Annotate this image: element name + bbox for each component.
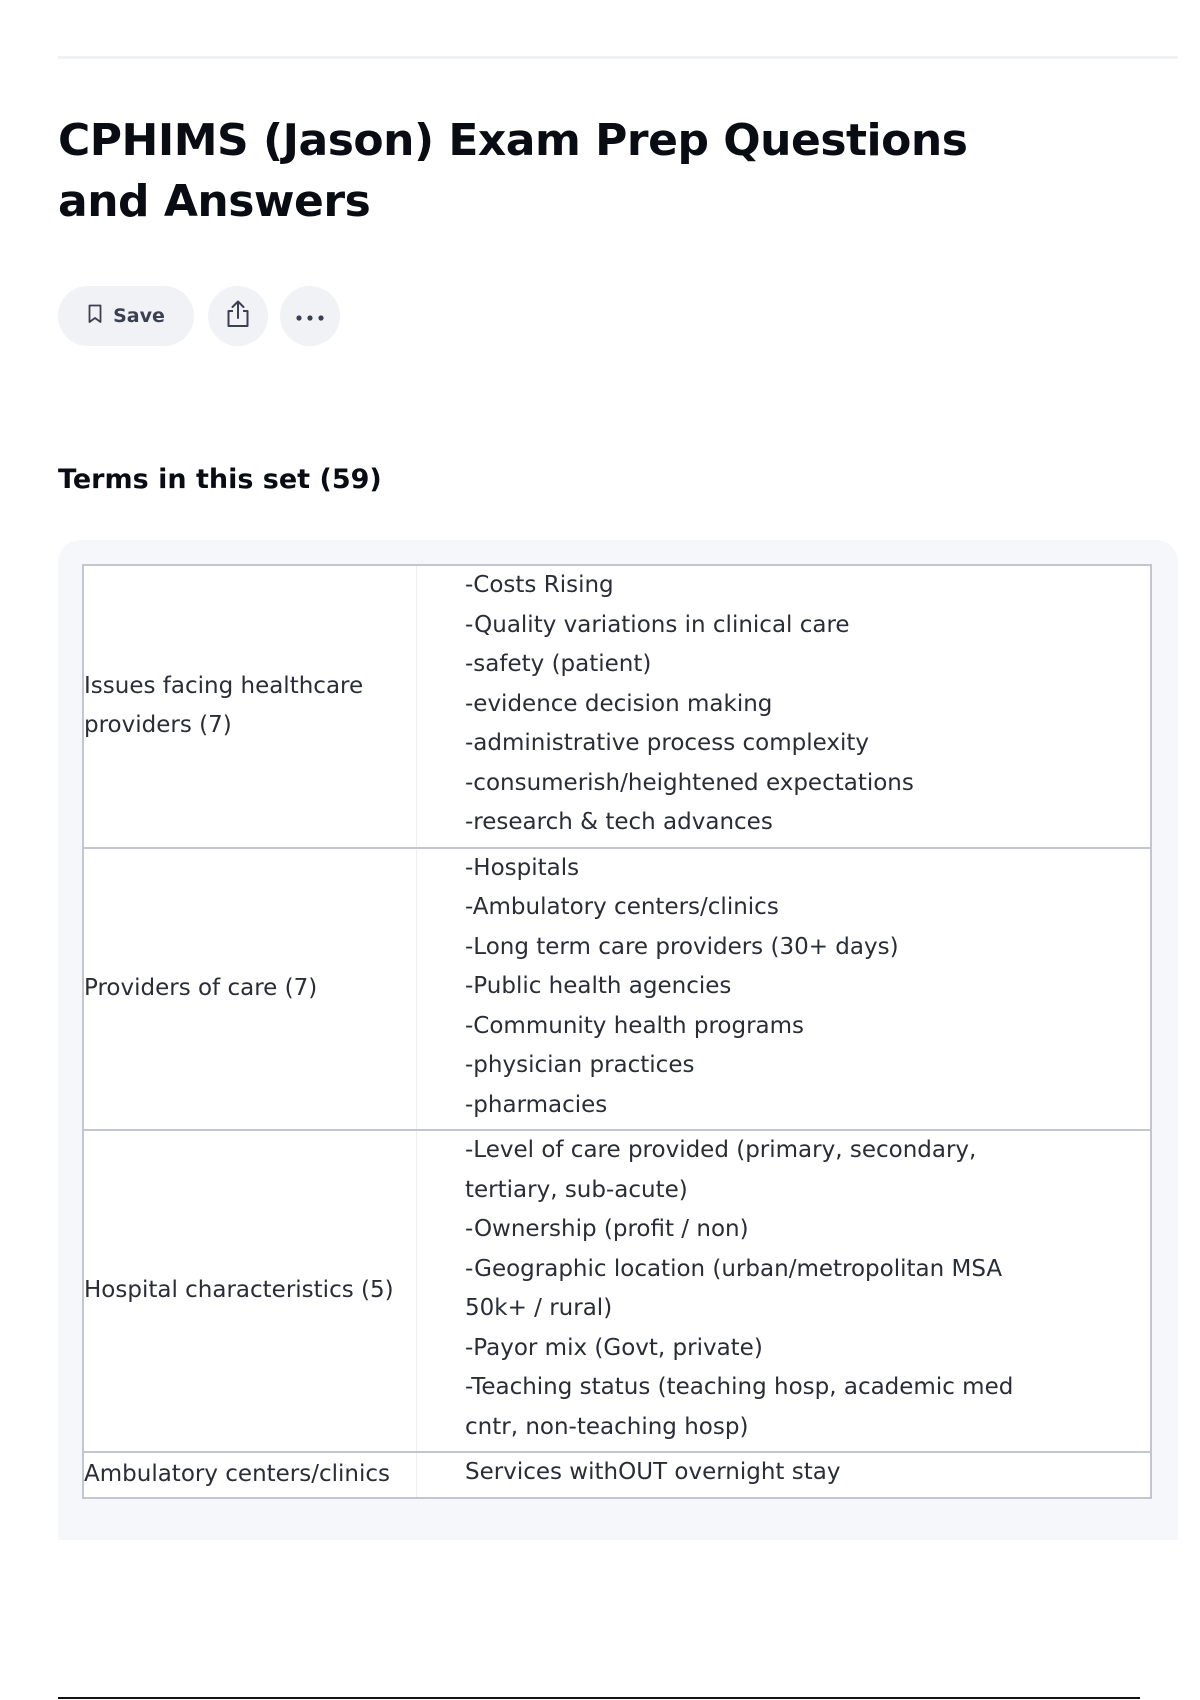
share-button[interactable] bbox=[208, 286, 268, 346]
definition-line: -Long term care providers (30+ days) bbox=[465, 933, 899, 960]
term-text: Issues facing healthcare providers (7) bbox=[84, 672, 364, 739]
definition-line: -pharmacies bbox=[465, 1091, 608, 1118]
more-horizontal-icon bbox=[295, 307, 325, 326]
definition-line: Services withOUT overnight stay bbox=[465, 1459, 841, 1485]
bookmark-icon bbox=[87, 304, 103, 328]
term-card[interactable] bbox=[83, 848, 1151, 1131]
definition-cell bbox=[417, 1130, 1152, 1452]
definition-cell bbox=[417, 1452, 1152, 1498]
definition-line: -Payor mix (Govt, private) bbox=[465, 1334, 763, 1361]
more-options-button[interactable] bbox=[280, 286, 340, 346]
term-cell bbox=[83, 1130, 417, 1452]
term-text: Hospital characteristics (5) bbox=[84, 1277, 394, 1304]
bottom-divider bbox=[58, 1697, 1140, 1699]
term-text: Providers of care (7) bbox=[84, 975, 318, 1001]
definition-line: -Geographic location (urban/metropolitan MSA 50k+ / rural) bbox=[465, 1255, 1003, 1321]
term-card[interactable] bbox=[83, 1130, 1151, 1452]
top-divider bbox=[58, 56, 1178, 59]
term-cell bbox=[83, 848, 417, 1131]
toolbar bbox=[58, 286, 352, 346]
definition-line: -evidence decision making bbox=[465, 690, 773, 717]
definition-line: -Public health agencies bbox=[465, 973, 732, 999]
definition-cell bbox=[417, 565, 1152, 848]
definition-line: -Hospitals bbox=[465, 854, 580, 881]
definition-line: -Ownership (profit / non) bbox=[465, 1216, 749, 1242]
definition-line: -Quality variations in clinical care bbox=[465, 611, 850, 638]
definition-line: -Community health programs bbox=[465, 1012, 805, 1039]
definition-line: -safety (patient) bbox=[465, 651, 652, 677]
terms-section-heading: Terms in this set (59) bbox=[58, 464, 382, 495]
save-button[interactable] bbox=[58, 286, 194, 346]
term-card[interactable] bbox=[83, 1452, 1151, 1498]
definition-line: -Level of care provided (primary, secondary, tertiary, sub-acute) bbox=[465, 1137, 977, 1203]
definition-line: -physician practices bbox=[465, 1052, 695, 1078]
definition-line: -administrative process complexity bbox=[465, 730, 869, 756]
definition-line: -Ambulatory centers/clinics bbox=[465, 894, 779, 920]
definition-line: -Costs Rising bbox=[465, 572, 614, 598]
terms-table bbox=[82, 564, 1152, 1499]
term-cell bbox=[83, 565, 417, 848]
save-button-label: Save bbox=[113, 305, 165, 327]
definition-line: -consumerish/heightened expectations bbox=[465, 769, 914, 796]
page-title: CPHIMS (Jason) Exam Prep Questions and Answers bbox=[58, 115, 968, 227]
definition-cell bbox=[417, 848, 1152, 1131]
term-cell bbox=[83, 1452, 417, 1498]
term-text: Ambulatory centers/clinics bbox=[84, 1461, 391, 1487]
share-icon bbox=[224, 299, 252, 333]
term-card[interactable] bbox=[83, 565, 1151, 848]
definition-line: -research & tech advances bbox=[465, 809, 773, 835]
definition-line: -Teaching status (teaching hosp, academic med cntr, non-teaching hosp) bbox=[465, 1374, 1014, 1440]
